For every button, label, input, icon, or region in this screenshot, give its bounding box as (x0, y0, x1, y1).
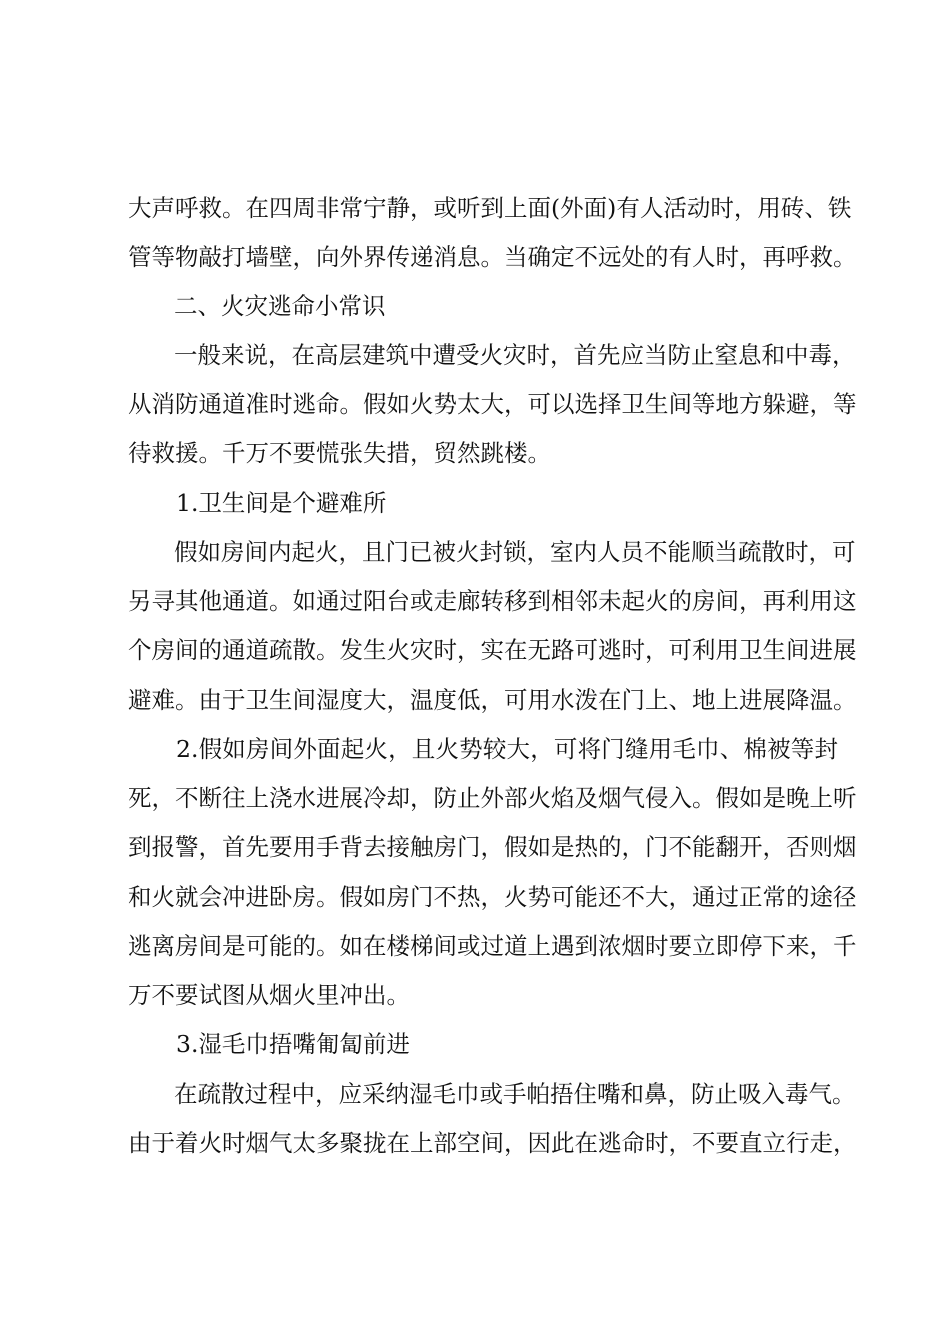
paragraph-line: 2.假如房间外面起火，且火势较大，可将门缝用毛巾、棉被等封 (176, 735, 838, 763)
paragraph-line: 死，不断往上浇水进展冷却，防止外部火焰及烟气侵入。假如是晚上听 (128, 784, 857, 812)
paragraph-line: 另寻其他通道。如通过阳台或走廊转移到相邻未起火的房间，再利用这 (128, 587, 857, 615)
paragraph-line: 待救援。千万不要慌张失措，贸然跳楼。 (128, 439, 551, 467)
paragraph-line: 在疏散过程中，应采纳湿毛巾或手帕捂住嘴和鼻，防止吸入毒气。 (174, 1080, 856, 1108)
paragraph-line: 个房间的通道疏散。发生火灾时，实在无路可逃时，可利用卫生间进展 (128, 636, 857, 664)
paragraph-line: 到报警，首先要用手背去接触房门，假如是热的，门不能翻开，否则烟 (128, 833, 857, 861)
paragraph-line: 管等物敲打墙壁，向外界传递消息。当确定不远处的有人时，再呼救。 (128, 243, 857, 271)
paragraph-line: 一般来说，在高层建筑中遭受火灾时，首先应当防止窒息和中毒， (174, 341, 856, 369)
section-heading: 二、火灾逃命小常识 (174, 292, 386, 320)
paragraph-line: 由于着火时烟气太多聚拢在上部空间，因此在逃命时，不要直立行走， (128, 1129, 857, 1157)
paragraph-line: 大声呼救。在四周非常宁静，或听到上面(外面)有人活动时，用砖、铁 (128, 194, 852, 222)
paragraph-line: 和火就会冲进卧房。假如房门不热，火势可能还不大，通过正常的途径 (128, 883, 857, 911)
paragraph-line: 避难。由于卫生间湿度大，温度低，可用水泼在门上、地上进展降温。 (128, 686, 857, 714)
paragraph-line: 假如房间内起火，且门已被火封锁，室内人员不能顺当疏散时，可 (174, 538, 856, 566)
paragraph-line: 从消防通道准时逃命。假如火势太大，可以选择卫生间等地方躲避，等 (128, 390, 857, 418)
paragraph-line: 逃离房间是可能的。如在楼梯间或过道上遇到浓烟时要立即停下来，千 (128, 932, 857, 960)
subsection-heading: 1.卫生间是个避难所 (176, 489, 387, 517)
subsection-heading: 3.湿毛巾捂嘴匍匐前进 (176, 1030, 410, 1058)
paragraph-line: 万不要试图从烟火里冲出。 (128, 981, 410, 1009)
